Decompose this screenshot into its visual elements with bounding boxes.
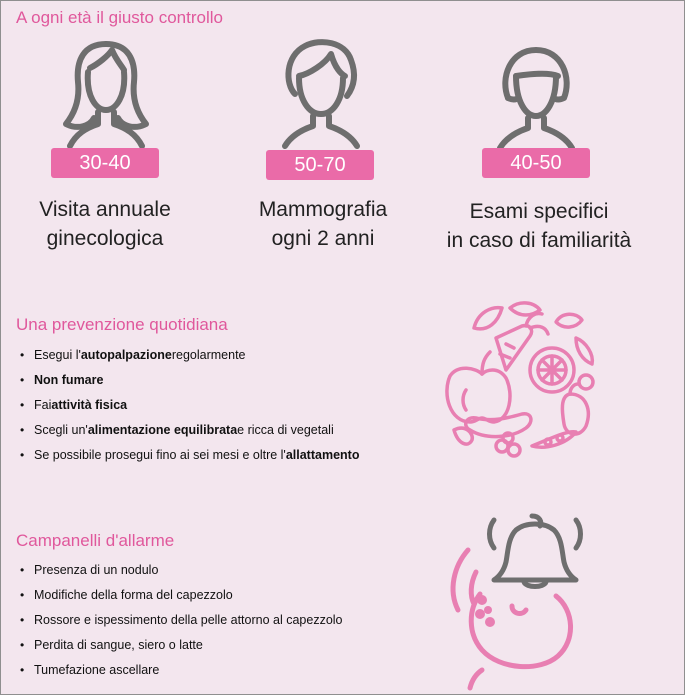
woman-short-hair-icon xyxy=(273,38,367,150)
age-badge: 50-70 xyxy=(266,150,374,180)
age-recommendation-line: in caso di familiarità xyxy=(446,229,632,252)
alarms-title: Campanelli d'allarme xyxy=(16,531,175,550)
item-text: Tumefazione ascellare xyxy=(34,662,160,677)
age-recommendation xyxy=(419,197,659,255)
list-item xyxy=(20,367,359,392)
woman-long-hair-icon xyxy=(56,38,156,150)
bullet: • xyxy=(20,347,25,362)
age-recommendation xyxy=(203,195,443,253)
bullet: • xyxy=(20,662,25,677)
prevention-list xyxy=(20,342,359,467)
item-bold-text: alimentazione equilibrata xyxy=(87,422,238,437)
prevention-title: Una prevenzione quotidiana xyxy=(16,315,228,334)
alarms-list xyxy=(20,557,343,682)
list-item xyxy=(20,607,343,632)
item-text: Esegui l' xyxy=(34,347,81,362)
age-badge: 40-50 xyxy=(482,148,590,178)
item-text: regolarmente xyxy=(171,347,246,362)
bell-alert-illustration xyxy=(440,510,600,692)
bullet: • xyxy=(20,447,25,462)
age-recommendation-line: Esami specifici xyxy=(469,200,609,223)
list-item xyxy=(20,657,343,682)
item-bold-text: allattamento xyxy=(285,447,360,462)
item-text: Se possibile prosegui fino ai sei mesi e oltre l' xyxy=(34,447,286,462)
age-recommendation xyxy=(0,195,225,253)
age-recommendation-line: ogni 2 anni xyxy=(271,227,375,250)
item-text: Modifiche della forma del capezzolo xyxy=(34,587,233,602)
item-text: Perdita di sangue, siero o latte xyxy=(34,637,203,652)
bullet: • xyxy=(20,562,25,577)
bullet: • xyxy=(20,637,25,652)
item-text: Scegli un' xyxy=(34,422,88,437)
item-text: Fai xyxy=(34,397,52,412)
item-bold-text: autopalpazione xyxy=(80,347,172,362)
item-bold-text: Non fumare xyxy=(34,372,104,387)
list-item xyxy=(20,557,343,582)
bell-alert-icon xyxy=(490,516,581,587)
age-recommendation-line: Mammografia xyxy=(258,198,388,221)
list-item xyxy=(20,442,359,467)
list-item xyxy=(20,632,343,657)
bullet: • xyxy=(20,422,25,437)
age-recommendation-line: ginecologica xyxy=(46,227,164,250)
list-item xyxy=(20,582,343,607)
item-text: e ricca di vegetali xyxy=(237,422,334,437)
list-item xyxy=(20,417,359,442)
bullet: • xyxy=(20,612,25,627)
breast-icon xyxy=(453,550,571,688)
bullet: • xyxy=(20,587,25,602)
age-section-title: A ogni età il giusto controllo xyxy=(16,8,223,27)
age-recommendation-line: Visita annuale xyxy=(39,198,171,221)
vegetables-icon xyxy=(436,298,600,462)
girl-bob-hair-icon xyxy=(490,44,584,150)
bullet: • xyxy=(20,397,25,412)
item-text: Presenza di un nodulo xyxy=(34,562,159,577)
item-bold-text: attività fisica xyxy=(51,397,128,412)
age-badge: 30-40 xyxy=(51,148,159,178)
bullet: • xyxy=(20,372,25,387)
list-item xyxy=(20,392,359,417)
list-item xyxy=(20,342,359,367)
item-text: Rossore e ispessimento della pelle attorno al capezzolo xyxy=(34,612,343,627)
